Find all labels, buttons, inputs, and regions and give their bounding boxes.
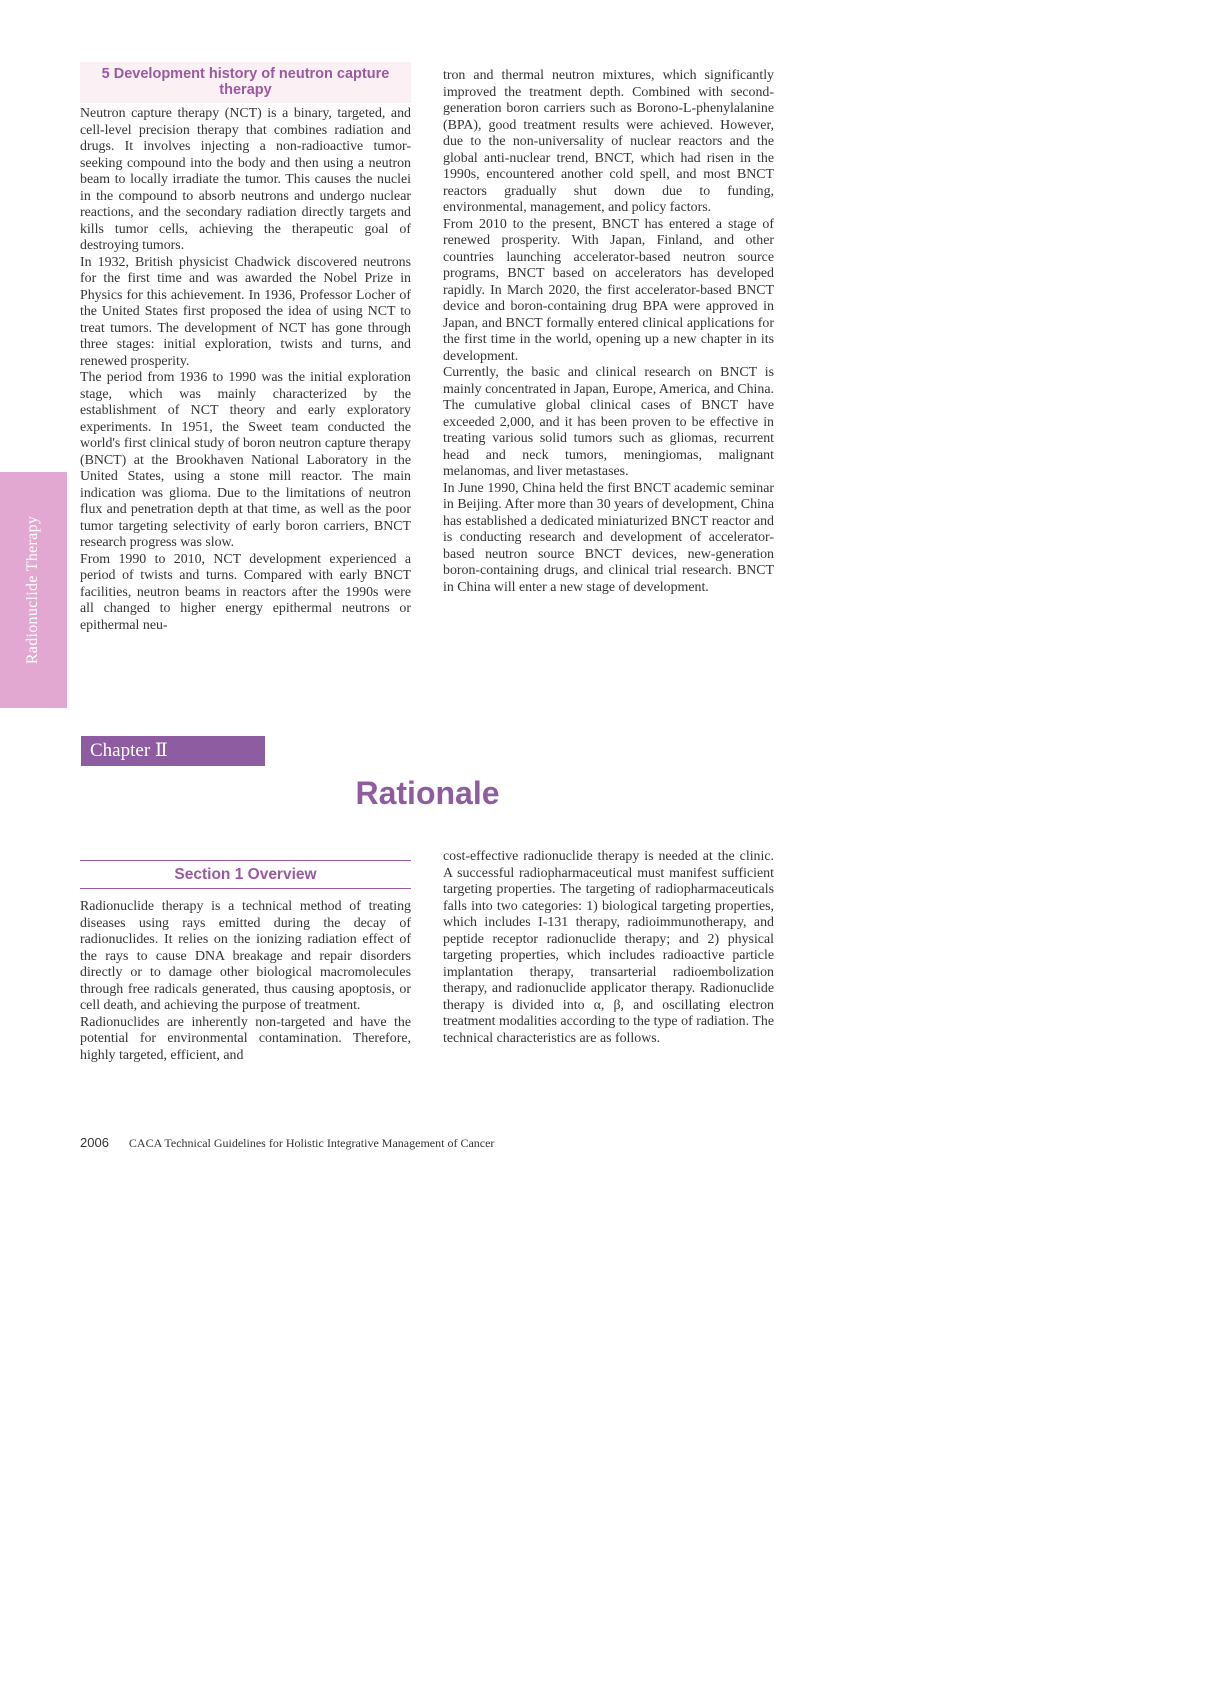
right-column-top — [443, 68, 774, 596]
paragraph: cost-effective radionuclide therapy is needed at the clinic. A successful radiopharmaceutical must manifest sufficient targeting properties. The targeting of radiopharmaceuticals falls into two categories: 1) biological targeting properties, which includes I-131 therapy, radioimmunotherapy, and peptide receptor radionuclide therapy; and 2) physical targeting properties, which includes radioactive particle implantation therapy, transarterial radioembolization therapy, and radionuclide applicator therapy. Radionuclide therapy is divided into α, β, and oscillating electron treatment modalities according to the type of radiation. The technical characteristics are as follows. — [443, 849, 774, 1046]
paragraph: tron and thermal neutron mixtures, which significantly improved the treatment depth. Combined with second-generation boron carriers such as Borono-L-phenylalanine (BPA), good treatment results were achieved. However, due to the non-universality of nuclear reactors and the global anti-nuclear trend, BNCT, which had risen in the 1990s, encountered another cold spell, and most BNCT reactors gradually shut down due to funding, environmental, management, and policy factors. — [443, 68, 774, 215]
book-title: CACA Technical Guidelines for Holistic Integrative Management of Cancer — [128, 1136, 495, 1150]
page-footer — [80, 1135, 494, 1151]
paragraph: Radionuclides are inherently non-targeted and have the potential for environmental contamination. Therefore, highly targeted, efficient, and — [80, 1014, 411, 1063]
paragraph: Currently, the basic and clinical research on BNCT is mainly concentrated in Japan, Europe, America, and China. The cumulative global clinical cases of BNCT have exceeded 2,000, and it has been proven to be effective in treating various solid tumors such as gliomas, recurrent head and neck tumors, meningiomas, malignant melanomas, and liver metastases. — [443, 365, 774, 479]
paragraph: The period from 1936 to 1990 was the initial exploration stage, which was mainly characterized by the establishment of NCT theory and early exploratory experiments. In 1951, the Sweet team conducted the world's first clinical study of boron neutron capture therapy (BNCT) at the Brookhaven National Laboratory in the United States, using a stone mill reactor. The main indication was glioma. Due to the limitations of neutron flux and penetration depth at that time, as well as the poor tumor targeting selectivity of early boron carriers, BNCT research progress was slow. — [80, 370, 411, 550]
left-column-bottom — [80, 899, 411, 1064]
left-column-top — [80, 106, 411, 634]
side-tab-label: Radionuclide Therapy — [24, 515, 42, 665]
paragraph: From 2010 to the present, BNCT has entered a stage of renewed prosperity. With Japan, Finland, and other countries launching accelerator-based neutron source programs, BNCT based on accelerators has developed rapidly. In March 2020, the first accelerator-based BNCT device and boron-containing drug BPA were approved in Japan, and BNCT formally entered clinical applications for the first time in the world, opening up a new chapter in its development. — [443, 216, 774, 364]
paragraph: In June 1990, China held the first BNCT academic seminar in Beijing. After more than 30 years of development, China has established a dedicated miniaturized BNCT reactor and is conducting research and development of accelerator-based neutron source BNCT devices, new-generation boron-containing drugs, and clinical trial research. BNCT in China will enter a new stage of development. — [443, 480, 774, 595]
page-number: 2006 — [80, 1135, 109, 1150]
paragraph: From 1990 to 2010, NCT development experienced a period of twists and turns. Compared with early BNCT facilities, neutron beams in reactors after the 1990s were all changed to higher energy epithermal neutrons or epithermal neu- — [80, 551, 411, 633]
chapter-title: Rationale — [355, 775, 500, 811]
side-section-tab — [0, 472, 67, 708]
section-heading: Section 1 Overview — [80, 860, 411, 889]
subsection-heading: 5 Development history of neutron capture therapy — [80, 62, 411, 103]
paragraph: Neutron capture therapy (NCT) is a binary, targeted, and cell-level precision therapy that combines radiation and drugs. It involves injecting a non-radioactive tumor-seeking compound into the body and then using a neutron beam to locally irradiate the tumor. This causes the nuclei in the compound to absorb neutrons and undergo nuclear reactions, and the secondary radiation directly targets and kills tumor cells, achieving the therapeutic goal of destroying tumors. — [80, 106, 411, 253]
paragraph: Radionuclide therapy is a technical method of treating diseases using rays emitted during the decay of radionuclides. It relies on the ionizing radiation effect of the rays to cause DNA breakage and repair disorders directly or to damage other biological macromolecules through free radicals generated, thus causing apoptosis, or cell death, and achieving the purpose of treatment. — [80, 899, 411, 1013]
paragraph: In 1932, British physicist Chadwick discovered neutrons for the first time and was awarded the Nobel Prize in Physics for this achievement. In 1936, Professor Locher of the United States first proposed the idea of using NCT to treat tumors. The development of NCT has gone through three stages: initial exploration, twists and turns, and renewed prosperity. — [80, 254, 411, 369]
right-column-bottom — [443, 849, 774, 1047]
chapter-label: Chapter Ⅱ — [81, 736, 265, 766]
